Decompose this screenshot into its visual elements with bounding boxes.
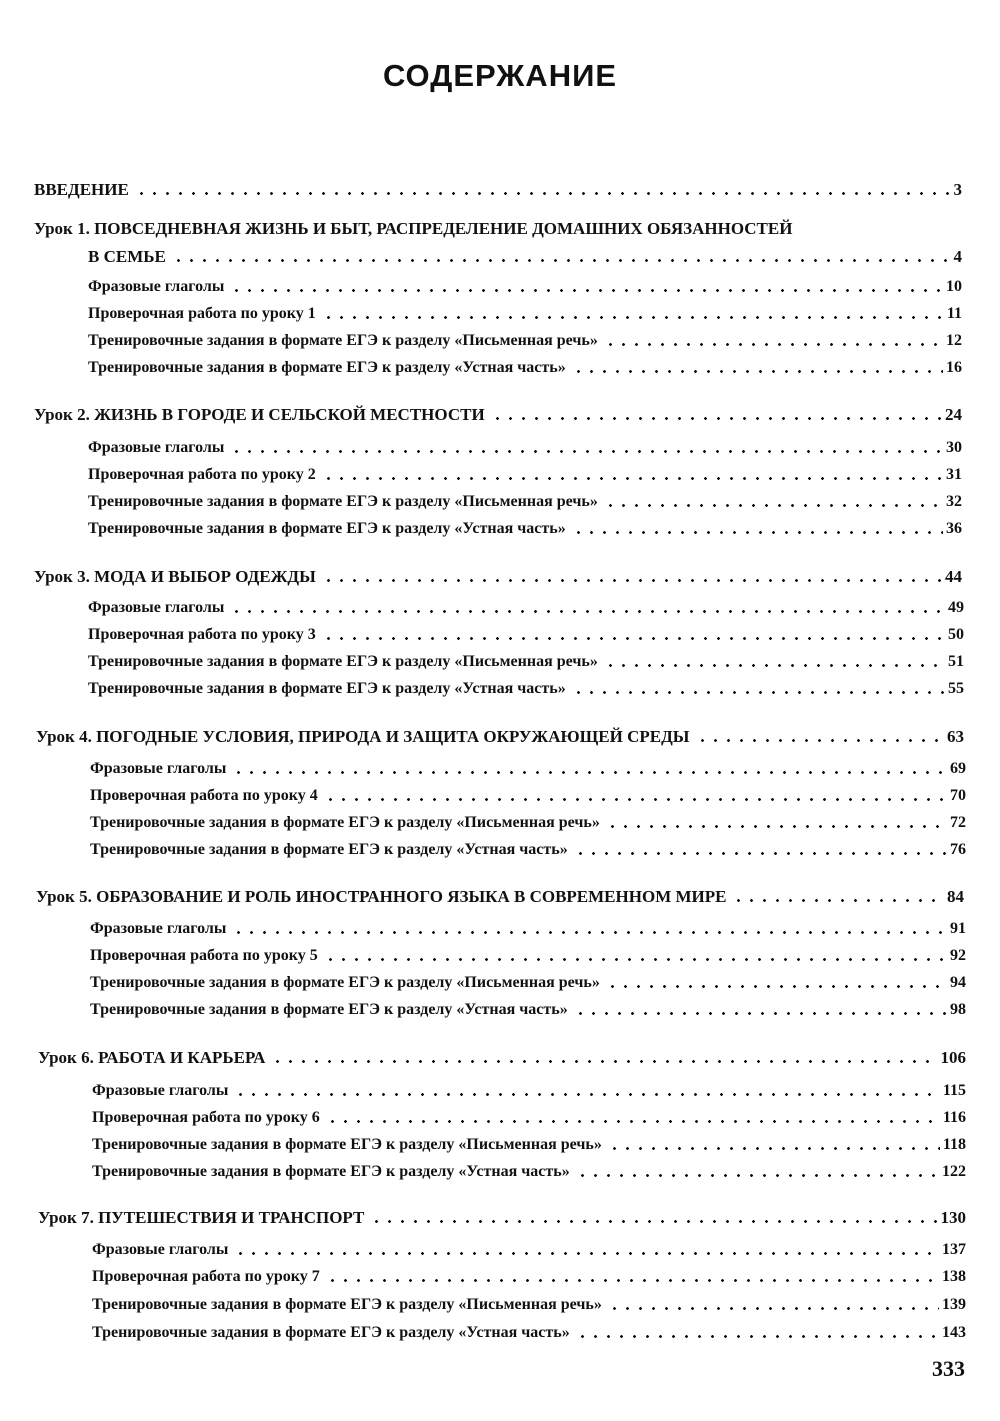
toc-subentry (92, 1133, 966, 1155)
toc-subentry (88, 275, 962, 297)
toc-subentry (88, 436, 962, 458)
toc-subentry-page: 51 (948, 653, 964, 670)
dot-leader (608, 1307, 939, 1310)
toc-subentry (88, 650, 964, 672)
toc-subentry-label: Тренировочные задания в формате ЕГЭ к разделу «Устная часть» (88, 680, 566, 697)
toc-subentry (90, 811, 966, 833)
toc-subentry-page: 32 (946, 493, 962, 510)
toc-subentry (92, 1079, 966, 1101)
toc-subentry-label: Проверочная работа по уроку 2 (88, 466, 316, 483)
toc-subentry-page: 116 (942, 1109, 966, 1126)
toc-subentry-label: Проверочная работа по уроку 4 (90, 787, 318, 804)
toc-subentry-page: 138 (942, 1268, 966, 1285)
dot-leader (576, 1335, 939, 1338)
toc-subentry-label: Тренировочные задания в формате ЕГЭ к разделу «Устная часть» (90, 841, 568, 858)
toc-subentry-page: 10 (946, 278, 962, 295)
dot-leader (234, 1093, 940, 1096)
toc-subentry (90, 757, 966, 779)
toc-subentry (88, 596, 964, 618)
toc-subentry-page: 30 (946, 439, 962, 456)
toc-subentry-page: 12 (946, 332, 962, 349)
toc-subentry-label: Проверочная работа по уроку 3 (88, 626, 316, 643)
dot-leader (572, 691, 945, 694)
dot-leader (326, 1279, 939, 1282)
toc-subentry (90, 838, 966, 860)
toc-entry-lesson-5 (36, 885, 964, 907)
toc-entry-lesson-1 (88, 245, 962, 267)
toc-subentry (92, 1321, 966, 1343)
dot-leader (232, 771, 947, 774)
toc-subentry-page: 49 (948, 599, 964, 616)
toc-entry-label: ВВЕДЕНИЕ (34, 180, 129, 199)
toc-subentry (92, 1238, 966, 1260)
dot-leader (324, 958, 947, 961)
toc-entry-lesson-4 (36, 725, 964, 747)
toc-entry-label: Урок 6. РАБОТА И КАРЬЕРА (38, 1048, 266, 1067)
toc-entry-lesson-2 (34, 403, 962, 425)
toc-subentry-page: 36 (946, 520, 962, 537)
toc-subentry (90, 944, 966, 966)
toc-subentry (92, 1106, 966, 1128)
toc-entry-label: Урок 5. ОБРАЗОВАНИЕ И РОЛЬ ИНОСТРАННОГО ЯЗЫКА В СОВРЕМЕННОМ МИРЕ (36, 887, 727, 906)
toc-entry-label: Урок 3. МОДА И ВЫБОР ОДЕЖДЫ (34, 567, 316, 586)
dot-leader (172, 259, 951, 262)
toc-entry-label: Урок 2. ЖИЗНЬ В ГОРОДЕ И СЕЛЬСКОЙ МЕСТНОСТИ (34, 405, 485, 424)
toc-subentry-page: 55 (948, 680, 964, 697)
toc-subentry (92, 1160, 966, 1182)
dot-leader (608, 1147, 940, 1150)
page-title: СОДЕРЖАНИЕ (382, 58, 618, 93)
toc-entry-page: 106 (940, 1048, 966, 1067)
dot-leader (232, 931, 947, 934)
toc-entry-lesson-3 (34, 565, 962, 587)
toc-subentry-page: 76 (950, 841, 966, 858)
toc-subentry (88, 356, 962, 378)
toc-subentry-label: Фразовые глаголы (88, 278, 225, 295)
dot-leader (576, 1174, 939, 1177)
lesson-1-title-line2: В СЕМЬЕ (88, 247, 166, 266)
toc-subentry-page: 50 (948, 626, 964, 643)
toc-subentry-label: Фразовые глаголы (90, 920, 227, 937)
toc-subentry (88, 463, 962, 485)
toc-entry-lesson-6 (38, 1046, 966, 1068)
toc-subentry-page: 11 (946, 305, 962, 322)
toc-subentry (90, 998, 966, 1020)
toc-subentry-page: 115 (942, 1082, 966, 1099)
toc-subentry-page: 92 (950, 947, 966, 964)
dot-leader (696, 739, 945, 742)
toc-entry-page: 24 (945, 405, 962, 424)
dot-leader (326, 1120, 940, 1123)
dot-leader (230, 289, 943, 292)
toc-subentry-label: Фразовые глаголы (88, 439, 225, 456)
toc-subentry-label: Тренировочные задания в формате ЕГЭ к разделу «Устная часть» (92, 1324, 570, 1341)
toc-entry-intro (34, 178, 962, 200)
toc-subentry-label: Фразовые глаголы (88, 599, 225, 616)
toc-subentry-label: Фразовые глаголы (92, 1082, 229, 1099)
toc-subentry-label: Проверочная работа по уроку 6 (92, 1109, 320, 1126)
toc-subentry-label: Тренировочные задания в формате ЕГЭ к разделу «Устная часть» (92, 1163, 570, 1180)
toc-entry-label: Урок 4. ПОГОДНЫЕ УСЛОВИЯ, ПРИРОДА И ЗАЩИТА ОКРУЖАЮЩЕЙ СРЕДЫ (36, 727, 690, 746)
dot-leader (491, 417, 942, 420)
toc-subentry-page: 70 (950, 787, 966, 804)
dot-leader (322, 316, 944, 319)
toc-subentry-label: Фразовые глаголы (90, 760, 227, 777)
lesson-1-title-line1: Урок 1. ПОВСЕДНЕВНАЯ ЖИЗНЬ И БЫТ, РАСПРЕДЕЛЕНИЕ ДОМАШНИХ ОБЯЗАННОСТЕЙ (34, 219, 793, 238)
dot-leader (574, 852, 947, 855)
toc-subentry-page: 122 (942, 1163, 966, 1180)
toc-subentry (90, 917, 966, 939)
dot-leader (604, 343, 943, 346)
dot-leader (606, 825, 947, 828)
toc-subentry-page: 91 (950, 920, 966, 937)
toc-subentry-label: Тренировочные задания в формате ЕГЭ к разделу «Письменная речь» (92, 1136, 602, 1153)
dot-leader (230, 450, 943, 453)
toc-subentry-label: Тренировочные задания в формате ЕГЭ к разделу «Устная часть» (90, 1001, 568, 1018)
toc-subentry-label: Фразовые глаголы (92, 1241, 229, 1258)
toc-entry-page: 63 (947, 727, 964, 746)
dot-leader (572, 531, 943, 534)
toc-entry-label: Урок 7. ПУТЕШЕСТВИЯ И ТРАНСПОРТ (38, 1208, 365, 1227)
dot-leader (322, 579, 942, 582)
toc-subentry (88, 517, 962, 539)
dot-leader (234, 1252, 939, 1255)
toc-subentry (88, 677, 964, 699)
toc-subentry-label: Проверочная работа по уроку 5 (90, 947, 318, 964)
toc-subentry (92, 1293, 966, 1315)
toc-subentry-label: Тренировочные задания в формате ЕГЭ к разделу «Письменная речь» (90, 814, 600, 831)
toc-subentry-page: 137 (942, 1241, 966, 1258)
dot-leader (322, 637, 945, 640)
toc-subentry-label: Тренировочные задания в формате ЕГЭ к разделу «Устная часть» (88, 520, 566, 537)
toc-subentry-label: Тренировочные задания в формате ЕГЭ к разделу «Письменная речь» (90, 974, 600, 991)
toc-subentry-label: Проверочная работа по уроку 1 (88, 305, 316, 322)
toc-entry-page: 4 (953, 247, 962, 266)
dot-leader (370, 1220, 937, 1223)
toc-subentry (90, 784, 966, 806)
toc-entry-page: 44 (945, 567, 962, 586)
toc-subentry-page: 94 (950, 974, 966, 991)
dot-leader (135, 192, 951, 195)
dot-leader (574, 1012, 947, 1015)
toc-subentry-page: 139 (942, 1296, 966, 1313)
toc-subentry-page: 72 (950, 814, 966, 831)
toc-subentry (92, 1265, 966, 1287)
toc-subentry-label: Тренировочные задания в формате ЕГЭ к разделу «Письменная речь» (92, 1296, 602, 1313)
toc-subentry (88, 329, 962, 351)
dot-leader (604, 664, 945, 667)
dot-leader (230, 610, 945, 613)
toc-subentry-page: 69 (950, 760, 966, 777)
toc-subentry-page: 16 (946, 359, 962, 376)
toc-subentry-label: Тренировочные задания в формате ЕГЭ к разделу «Письменная речь» (88, 332, 598, 349)
dot-leader (732, 899, 944, 902)
toc-subentry (88, 302, 962, 324)
toc-subentry-label: Тренировочные задания в формате ЕГЭ к разделу «Письменная речь» (88, 653, 598, 670)
toc-subentry-label: Тренировочные задания в формате ЕГЭ к разделу «Устная часть» (88, 359, 566, 376)
dot-leader (604, 504, 943, 507)
toc-entry-page: 130 (940, 1208, 966, 1227)
toc-subentry-label: Проверочная работа по уроку 7 (92, 1268, 320, 1285)
dot-leader (606, 985, 947, 988)
toc-entry-page: 84 (947, 887, 964, 906)
toc-subentry (88, 490, 962, 512)
dot-leader (572, 370, 943, 373)
dot-leader (324, 798, 947, 801)
toc-subentry (88, 623, 964, 645)
toc-subentry-page: 118 (942, 1136, 966, 1153)
toc-entry-page: 3 (953, 180, 962, 199)
page-number: 333 (932, 1356, 965, 1381)
toc-subentry-page: 143 (942, 1324, 966, 1341)
dot-leader (271, 1060, 937, 1063)
toc-subentry (90, 971, 966, 993)
dot-leader (322, 477, 943, 480)
toc-entry-lesson-7 (38, 1206, 966, 1228)
toc-subentry-label: Тренировочные задания в формате ЕГЭ к разделу «Письменная речь» (88, 493, 598, 510)
toc-subentry-page: 31 (946, 466, 962, 483)
toc-subentry-page: 98 (950, 1001, 966, 1018)
